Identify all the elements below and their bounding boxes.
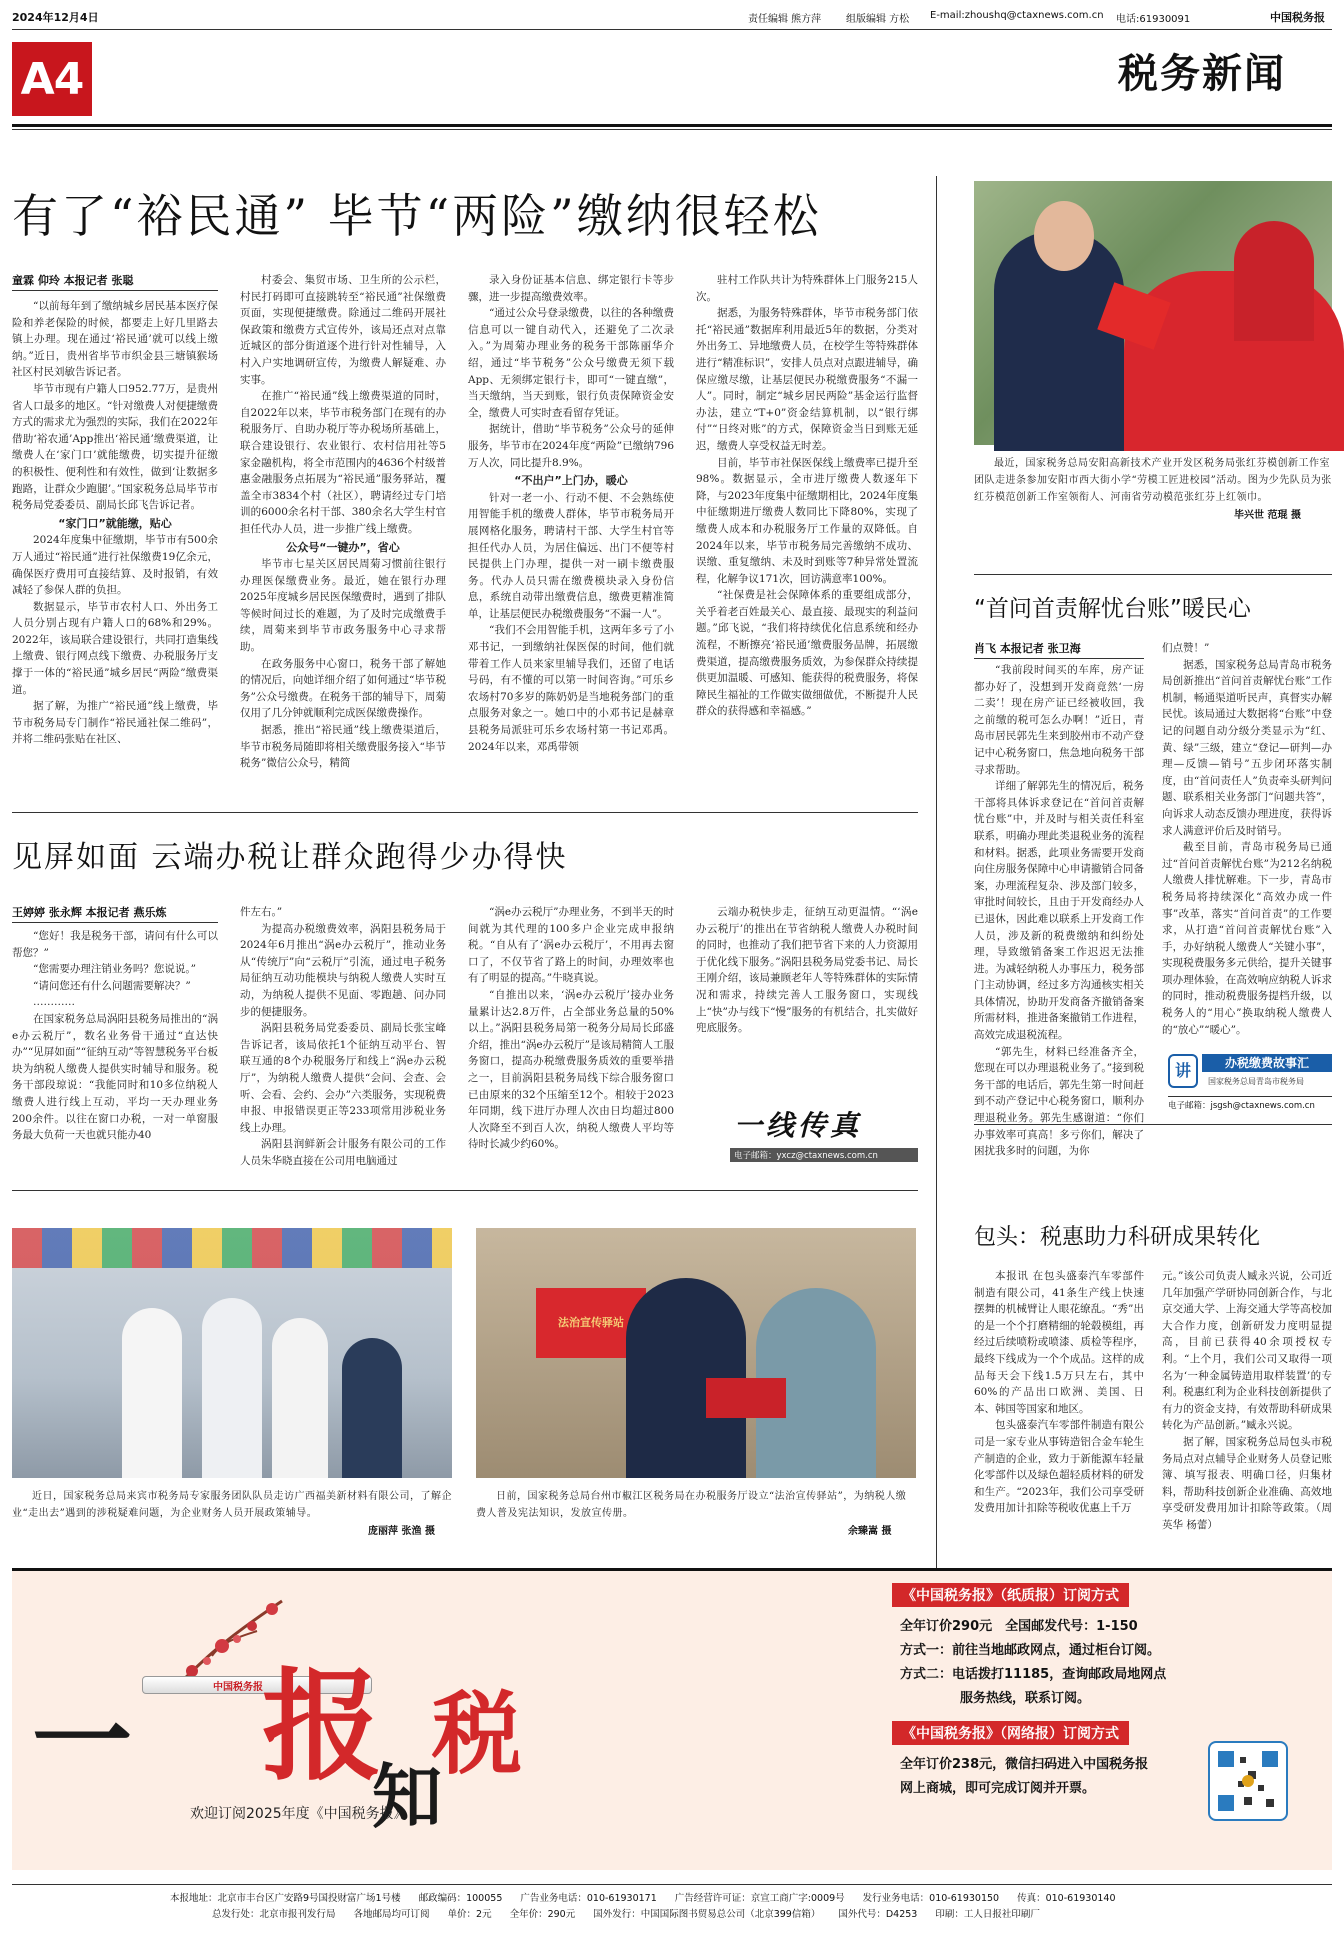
paragraph: 在推广“裕民通”线上缴费渠道的同时，自2022年以来，毕节市税务部门在现有的办税服务厅、自助办税厅等办税场所基础上，联合建设银行、农业银行、农村信用社等5家金融机构，将全市范围内的4636个村级普惠金融服务点拓展为“裕民通”服务驿站，覆盖全市3834个村（社区），聘请经过专门培训的6000余名村干部、380余名大学生村官担任代办人员，进一步推广线上缴费。 (240, 390, 446, 535)
photo-figure-3 (272, 1318, 328, 1478)
paragraph: 毕节市七星关区居民周菊习惯前往银行办理医保缴费业务。最近，她在银行办理2025年度城乡居民医保缴费时，遇到了排队等候时间过长的难题，为了及时完成缴费手续，周菊来到毕节市政务服务中心寻求帮助。 (240, 558, 446, 654)
footer-line-2 (212, 1906, 1332, 1920)
paragraph: 2024年度集中征缴期，毕节市有500余万人通过“裕民通”进行社保缴费19亿余元，确保医疗费用可直接结算、及时报销，有效减轻了参保人群的负担。 (12, 534, 218, 597)
phone-contact: 电话:61930091 (1116, 14, 1191, 25)
paragraph: 据了解，国家税务总局包头市税务局点对点辅导企业财务人员登记账簿、填写报表、明确口径，归集材料，帮助科技创新企业准确、高效地享受研发费用加计扣除等政策。（周英华 杨蕾） (1162, 1435, 1332, 1531)
right-col-rule-1 (974, 574, 1332, 575)
badge-email: 电子邮箱：jsgsh@ctaxnews.com.cn (1168, 1096, 1332, 1111)
editor-credit: 责任编辑 熊方萍 (748, 14, 822, 25)
paragraph: “您好！我是税务干部，请问有什么可以帮您？” (12, 930, 218, 959)
page-number-box (12, 42, 92, 116)
paper-name: 中国税务报 (1270, 11, 1325, 24)
photo-tax-advisory-team (12, 1228, 452, 1478)
right-column-divider (936, 176, 937, 1711)
top-divider (12, 29, 1332, 30)
article3-headline: 见屏如面 云端办税让群众跑得少办得快 (12, 840, 568, 875)
paragraph: “以前每年到了缴纳城乡居民基本医疗保险和养老保险的时候，都要走上好几里路去镇上办理。现在通过‘裕民通’就可以线上缴纳。”近日，贵州省毕节市织金县三塘镇猴场社区村民刘敏告诉记者。 (12, 300, 218, 379)
badge-sponsor: 国家税务总局青岛市税务局 (1208, 1077, 1304, 1086)
footer-dist-phone: 发行业务电话：010-61930150 (862, 1893, 1000, 1904)
footer-line-1 (170, 1890, 1330, 1904)
photo-figure-4 (342, 1338, 402, 1478)
subheading: “不出户”上门办，暖心 (514, 474, 628, 488)
subscription-ad (12, 1568, 1332, 1870)
paragraph: 据悉，推出“裕民通”线上缴费渠道后，毕节市税务局随即将相关缴费服务接入“毕节税务”微信公众号，精简 (240, 724, 446, 770)
paragraph: “社保费是社会保障体系的重要组成部分，关乎着老百姓最关心、最直接、最现实的利益问题。”邱飞说，“我们将持续优化信息系统和经办流程，不断擦亮‘裕民通’缴费服务品牌，拓展缴费渠道，提高缴费服务质效，为参保群众持续提供更加温暖、可感知、能获得的税费服务，将保障民生福祉的工作做实做细做优，不断提升人民群众的获得感和幸福感。” (696, 589, 918, 718)
top-header (0, 0, 1344, 28)
qr-code-icon[interactable] (1208, 1741, 1288, 1821)
online-subscription-title: 《中国税务报》（网络报）订阅方式 (892, 1721, 1129, 1745)
badge-title: 办税缴费故事汇 (1202, 1054, 1332, 1072)
paragraph: 目前，毕节市社保医保线上缴费率已提升至98%。数据显示，全市进厅缴费人数逐年下降，与2023年度集中征缴期相比，2024年度集中征缴期进厅缴费人数同比下降80%，实现了缴费人成本和办税服务厅工作量的双降低。自2024年以来，毕节市税务局完善缴纳不成功、误缴、重复缴纳、未及时到账等7种异常处置流程，化解争议171次，回访满意率100%。 (696, 456, 918, 585)
article4-col1 (974, 1268, 1144, 1532)
footer-ad-phone: 广告业务电话：010-61930171 (520, 1893, 657, 1904)
paragraph: 云端办税快步走，征纳互动更温情。“‘涡e办云税厅’的推出在节省纳税人缴费人办税时间的同时，也推动了我们把节省下来的人力资源用于优化线下服务。”涡阳县税务局党委书记、局长王刚介绍，该局兼顾老年人等特殊群体的实际情况和需求，持续完善人工服务窗口，实现线上“快”办与线下“慢”服务的有机结合，扎实做好兜底服务。 (696, 906, 918, 1035)
masthead-rule-thin (12, 129, 1332, 130)
paragraph: 为提高办税缴费效率，涡阳县税务局于2024年6月推出“涡e办云税厅”，推动业务从“传统厅”向“云税厅”引流，通过电子税务局征纳互动功能模块与纳税人缴费人实时互动，为纳税人提供不见面、零跑趟、问办同步的便捷服务。 (240, 922, 446, 1018)
calligraphy-char-1: 一 (32, 1682, 132, 1800)
paragraph: 涡阳县润鲜新会计服务有限公司的工作人员朱华晓直接在公司用电脑通过 (240, 1138, 446, 1167)
paragraph: “涡e办云税厅”办理业务，不到半天的时间就为其代理的100多户企业完成申报纳税。“自从有了‘涡e办云税厅’，不用再去窗口了，不仅节省了路上的时间，办理效率也有了明显的提高。”牛晓真说。 (468, 906, 674, 985)
paragraph: 详细了解郭先生的情况后，税务干部将具体诉求登记在“首问首责解忧台账”中，并及时与相关责任科室联系，明确办理此类退税业务的流程和材料。据悉，此项业务需要开发商向住房服务保障中心申请撤销合同备案，办理流程复杂、涉及部门较多，审批时间较长，且由于开发商经办人已退休，因此难以联系上开发商工作人员，涉及新的税费缴纳和纠纷处理，导致缴销备案工作迟迟无法推进。为减轻纳税人办事压力，税务部门主动协调，经过多方沟通核实相关具体情况，协助开发商备齐撤销备案所需材料，推进备案撤销工作进程，高效完成退税流程。 (974, 780, 1144, 1042)
article3-col3 (468, 904, 674, 1184)
paragraph: 涡阳县税务局党委委员、副局长张宝峰告诉记者，该局依托1个征纳互动平台、智联互通的8个办税服务厅和线上“涡e办云税厅”，为纳税人缴费人提供“会问、会查、会听、会看、会约、会办”六类服务，实现税费申报、申报错误更正等233项常用涉税业务线上办理。 (240, 1022, 446, 1134)
sub-line-method2b: 服务热线，联系订阅。 (960, 1691, 1091, 1706)
article1-col4 (696, 272, 918, 798)
photo-face (1034, 201, 1094, 271)
paragraph: “自推出以来，‘涡e办云税厅’接办业务量累计达2.8万件，占全部业务总量的50%以上。”涡阳县税务局第一税务分局局长邱盛介绍，推出“涡e办云税厅”是该局精简人工服务窗口，提高办税缴费服务质效的重要举措之一，目前涡阳县税务局线下综合服务窗口已由原来的32个压缩至12个。相较于2023年同期，线下进厅办理人次由日均超过800人次降至不到百人次，纳税人缴费人平均等待时长减少约60%。 (468, 988, 674, 1151)
online-line-1: 全年订价238元，微信扫码进入中国税务报 (900, 1757, 1149, 1772)
sub-line-method2: 方式二：电话拨打11185，查询邮政局地网点 (900, 1667, 1167, 1682)
paragraph: 件左右。” (240, 906, 283, 918)
paragraph: 在政务服务中心窗口，税务干部了解她的情况后，向她详细介绍了如何通过“毕节税务”公众号缴费。在税务干部的辅导下，周菊仅用了几分钟就顺利完成医保缴费操作。 (240, 657, 446, 720)
article4-col2 (1162, 1268, 1332, 1532)
article3-col4 (696, 904, 918, 1084)
page-number: A4 (20, 53, 84, 105)
subheading: “家门口”就能缴，贴心 (58, 516, 172, 530)
photo-figure-2 (202, 1298, 262, 1478)
paragraph: “请问您还有什么问题需要解决？” (33, 979, 191, 992)
photo-red-scarf-ceremony (974, 181, 1332, 445)
photo-figure-1 (122, 1308, 182, 1478)
paragraph: 录入身份证基本信息、绑定银行卡等步骤，进一步提高缴费效率。 (468, 274, 674, 303)
paragraph: 据统计，借助“毕节税务”公众号的延伸服务，毕节市在2024年度“两险”已缴纳796万人次，同比提升8.9%。 (468, 423, 674, 469)
badge-email: 电子邮箱：yxcz@ctaxnews.com.cn (730, 1148, 918, 1162)
paragraph: “您需要办理注销业务吗？您说说。” (33, 963, 196, 976)
footer-post-office: 各地邮局均可订阅 (353, 1909, 430, 1920)
paragraph: “郭先生，材料已经准备齐全，您现在可以办理退税业务了。”接到税务干部的电话后，郭先生第一时间赶到不动产登记中心税务窗口，顺利办理退税业务。郭先生感谢道：“你们办事效率可真高！多亏你们，解决了困扰我多时的问题，为你 (974, 1045, 1144, 1158)
paragraph: 据悉，为服务特殊群体，毕节市税务部门依托“裕民通”数据库利用最近5年的数据，分类对外出务工、异地缴费人员，在校学生等特殊群体进行“精准标识”，安排人员点对点跟进辅导，确保应缴尽缴，让基层便民办税缴费服务“不漏一人”。同时，制定“城乡居民两险”基金运行监督办法，建立“T+0”资金结算机制，以“银行绑付”“日终对账”的方式，保障资金当日到账无延迟，缴费人享受权益无时差。 (696, 307, 918, 452)
article2-byline: 肖飞 本报记者 张卫海 (974, 640, 1144, 659)
article3-col2 (240, 904, 446, 1184)
sub-line-method1: 方式一：前往当地邮政网点，通过柜台订阅。 (900, 1643, 1161, 1658)
calligraphy-char-2: 报 (262, 1656, 382, 1797)
photo-bl-caption: 近日，国家税务总局来宾市税务局专家服务团队队员走访广西福美新材料有限公司，了解企业“走出去”遇到的涉税疑难问题，为企业财务人员开展政策辅导。 (12, 1491, 452, 1519)
paragraph: 元。”该公司负责人臧永兴说，公司近几年加强产学研协同创新合作，与北京交通大学、上海交通大学等高校加大合作力度，创新研发力度明显提高，目前已获得40余项授权专利。“上个月，我们公司又取得一项名为‘一种金属铸造用取样装置’的专利。税惠红利为企业科技创新提供了有力的资金支持，有效帮助科研成果转化为产品创新。”臧永兴说。 (1162, 1270, 1332, 1432)
photo-bm-caption: 日前，国家税务总局台州市椒江区税务局在办税服务厅设立“法治宣传驿站”，为纳税人缴费人普及宪法知识，发放宣传册。 (476, 1491, 907, 1519)
paragraph: 据了解，为推广“裕民通”线上缴费，毕节市税务局专门制作“裕民通社保二维码”，并将二维码张贴在社区、 (12, 700, 218, 746)
masthead-rule-thick (12, 124, 1332, 127)
paragraph: 本报讯 在包头盛泰汽车零部件制造有限公司，41条生产线上快速摆舞的机械臂让人眼花缭乱。“秀”出的是一个个打磨精细的轮毂模组，再经过后续喷粉或喷漆、质检等程序，最终下线成为一个个成品。这样的成品每天会下线1.5万只左右，其中60%的产品出口欧洲、美国、日本、韩国等国家和地区。 (974, 1270, 1144, 1415)
section-title: 税务新闻 (1118, 50, 1286, 97)
footer-unit-price: 单价：2元 (447, 1909, 492, 1920)
paragraph: “我前段时间买的车库，房产证都办好了，没想到开发商竟然‘一房二卖’！现在房产证已经被收回，我之前缴的税可怎么办啊！”近日，青岛市居民郭先生来到胶州市不动产登记中心税务窗口，焦急地向税务干部寻求帮助。 (974, 664, 1144, 776)
paragraph: 据悉，国家税务总局青岛市税务局创新推出“首问首责解忧台账”工作机制，畅通渠道听民声，真督实办解民忧。该局通过大数据将“台账”中登记的问题自动分级分类显示为“红、黄、绿”三级，建立“登记—研判—办理—反馈—销号”五步闭环落实制度，由“首问责任人”负责牵头研判问题、联系相关业务部门“问题共答”，向诉求人动态反馈办理进度，获得诉求人满意评价后及时销号。 (1162, 658, 1332, 837)
photo-top-caption: 最近，国家税务总局安阳高新技术产业开发区税务局张红芬模创新工作室团队走进条参加安阳市西大街小学“劳模工匠进校园”活动。图为少先队员为张红芬模范创新工作室领衔人、河南省劳动模范张红芬上红领巾。 (974, 458, 1332, 503)
article1-bottom-rule (12, 812, 918, 813)
article1-col1 (12, 298, 218, 798)
article3-byline: 王婷婷 张永辉 本报记者 燕乐炼 (12, 904, 218, 923)
paragraph: 截至目前，青岛市税务局已通过“首问首责解忧台账”为212名纳税人缴费人排忧解难。下一步，青岛市税务局将持续深化“高效办成一件事”改革，落实“首问首责”的工作要求，从打造“首问首责解忧台账”入手，办好纳税人缴费人“关键小事”，实现税费服务多元供给，提升关键事项办理体验，在高效响应纳税人诉求的同时，推动税费服务提档升级，以税务人的“用心”换取纳税人缴费人的“放心”“暖心”。 (1162, 841, 1332, 1036)
badge-title: 一线传真 (734, 1109, 863, 1142)
pen-label: 中国税务报 (213, 1682, 263, 1693)
article3-col1 (12, 928, 218, 1184)
photo-legal-promotion-station (476, 1228, 916, 1478)
paragraph: ………… (33, 996, 75, 1009)
paragraph: 针对一老一小、行动不便、不会熟练使用智能手机的缴费人群体，毕节市税务局开展网格化服务，聘请村干部、大学生村官等担任代办人员，为居住偏远、出门不便等村民提供上门办理，提供一对一刷卡缴费服务。代办人员只需在缴费模块录入身份信息，系统自动带出缴费信息，缴费更精准简单，让基层便民办税缴费服务“不漏一人”。 (468, 491, 674, 620)
footer-overseas-code: 国外代号：D4253 (838, 1909, 918, 1920)
footer-printer: 印刷：工人日报社印刷厂 (935, 1909, 1040, 1920)
group-editor-credit: 组版编辑 方松 (846, 14, 910, 25)
sign-text: 法治宣传驿站 (558, 1316, 624, 1329)
paragraph: 数据显示，毕节市农村人口、外出务工人员分别占现有户籍人口的68%和29%。2022年，该局联合建设银行，共同打造集线上缴费、银行网点线下缴费、办税服务厅支撑于一体的“裕民通”城乡居民“两险”缴费渠道。 (12, 600, 218, 696)
paper-subscription-title: 《中国税务报》（纸质报）订阅方式 (892, 1583, 1129, 1607)
calligraphy-char-3: 税 (432, 1681, 522, 1787)
online-line-2: 网上商城，即可完成订阅并开票。 (900, 1781, 1096, 1796)
photo-flags (12, 1228, 452, 1268)
issue-date: 2024年12月4日 (12, 11, 99, 24)
photo-bm-credit: 余臻嵩 摄 (848, 1526, 892, 1537)
paragraph: 驻村工作队共计为特殊群体上门服务215人次。 (696, 274, 918, 303)
photo-top-credit: 毕兴世 范琨 摄 (1234, 510, 1301, 521)
footer-annual-price: 全年价：290元 (509, 1909, 576, 1920)
footer-rule (12, 1884, 1332, 1885)
article4-headline: 包头：税惠助力科研成果转化 (974, 1225, 1261, 1250)
footer-postcode: 邮政编码：100055 (418, 1893, 503, 1904)
story-column-badge (1168, 1052, 1332, 1114)
email-contact: E-mail:zhoushq@ctaxnews.com.cn (930, 10, 1104, 21)
speech-bubble-icon: 讲 (1168, 1054, 1198, 1088)
paragraph: 包头盛泰汽车零部件制造有限公司是一家专业从事铸造铝合金车轮生产制造的企业，致力于新能源车轻量化零部件以及绿色超轻质材料的研发和生产。“2023年，我们公司享受研发费用加计扣除等税收优惠上千万 (974, 1419, 1144, 1515)
paragraph: 村委会、集贸市场、卫生所的公示栏，村民打码即可直接跳转至“裕民通”社保缴费页面，实现便捷缴费。除通过二维码开展社保政策和缴费方式宣传外，该局还点对点靠近城区的部分街道逐个进行针对性辅导，入村入户实地调研宣传，为缴费人解疑难、办实事。 (240, 274, 446, 386)
footer-overseas: 国外发行：中国国际图书贸易总公司（北京399信箱） (593, 1909, 821, 1920)
paragraph: “我们不会用智能手机，这两年多亏了小邓书记，一到缴纳社保医保的时间，他们就带着工作人员来家里辅导我们，还留了电话号码，有不懂的可以第一时间咨询。”可乐乡农场村70多岁的陈奶奶是当地税务部门的重点服务对象之一。她口中的小邓书记是赫章县税务局派驻可乐乡农场村第一书记邓禹。2024年以来，邓禹带领 (468, 624, 674, 753)
footer-ad-license: 广告经营许可证：京宣工商广字:0009号 (674, 1893, 845, 1904)
article1-headline: 有了“裕民通” 毕节“两险”缴纳很轻松 (12, 189, 822, 243)
article3-bottom-rule (12, 1190, 918, 1191)
article2-headline: “首问首责解忧台账”暖民心 (974, 596, 1251, 622)
article2-col2 (1162, 640, 1332, 1050)
subheading: 公众号“一键办”，省心 (286, 540, 400, 554)
article1-col3 (468, 272, 674, 798)
article2-col1 (974, 662, 1144, 1158)
qr-pattern (1218, 1751, 1278, 1811)
paragraph: 在国家税务总局涡阳县税务局推出的“涡e办云税厅”，数名业务骨干通过“直达快办”“见屏如面”“征纳互动”等智慧税务平台板块为纳税人缴费人提供实时辅导和服务。税务干部段琼说：“我能同时和10多位纳税人缴费人进行线上互动，平均一天办理业务200余件。以往在窗口办税，一对一单窗服务最大负荷一天也就只能办40 (12, 1012, 218, 1142)
sub-line-price: 全年订价290元 全国邮发代号：1-150 (900, 1619, 1138, 1634)
right-col-rule-2 (974, 1124, 1332, 1125)
calligraphy-char-4: 知 (372, 1755, 442, 1838)
footer-fax: 传真：010-61930140 (1017, 1893, 1116, 1904)
photo-booklet (706, 1378, 786, 1418)
photo-background-child (1234, 221, 1314, 341)
photo-bl-credit: 庞丽萍 张渔 摄 (368, 1526, 435, 1537)
welcome-text: 欢迎订阅2025年度《中国税务报》 (190, 1806, 408, 1822)
article1-byline: 童霖 仰玲 本报记者 张聪 (12, 272, 218, 291)
article1-col2 (240, 272, 446, 798)
footer-address: 本报地址：北京市丰台区广安路9号国投财富广场1号楼 (170, 1893, 401, 1904)
paragraph: 毕节市现有户籍人口952.77万，是贵州省人口最多的地区。“针对缴费人对便捷缴费方式的需求尤为强烈的实际，我们在2022年借助‘裕农通’App推出‘裕民通’缴费渠道，让缴费人在‘家门口’就能缴费，切实提升征缴的积极性、便利性和有效性，做到‘让数据多跑路，让群众少跑腿’。”国家税务总局毕节市税务局党委委员、副局长邱飞告诉记者。 (12, 382, 218, 512)
footer-distribution: 总发行处：北京市报刊发行局 (212, 1909, 336, 1920)
frontline-badge (730, 1100, 918, 1170)
paragraph: 们点赞！” (1162, 642, 1210, 654)
paragraph: “通过公众号登录缴费，以往的各种缴费信息可以一键自动代入，还避免了二次录入。”为周菊办理业务的税务干部陈丽华介绍，通过“毕节税务”公众号缴费无须下载App、无须绑定银行卡，即可“一键直缴”，当天缴纳，当天到账，银行负责保障资金安全，缴费人可实时查看留存凭证。 (468, 307, 674, 419)
